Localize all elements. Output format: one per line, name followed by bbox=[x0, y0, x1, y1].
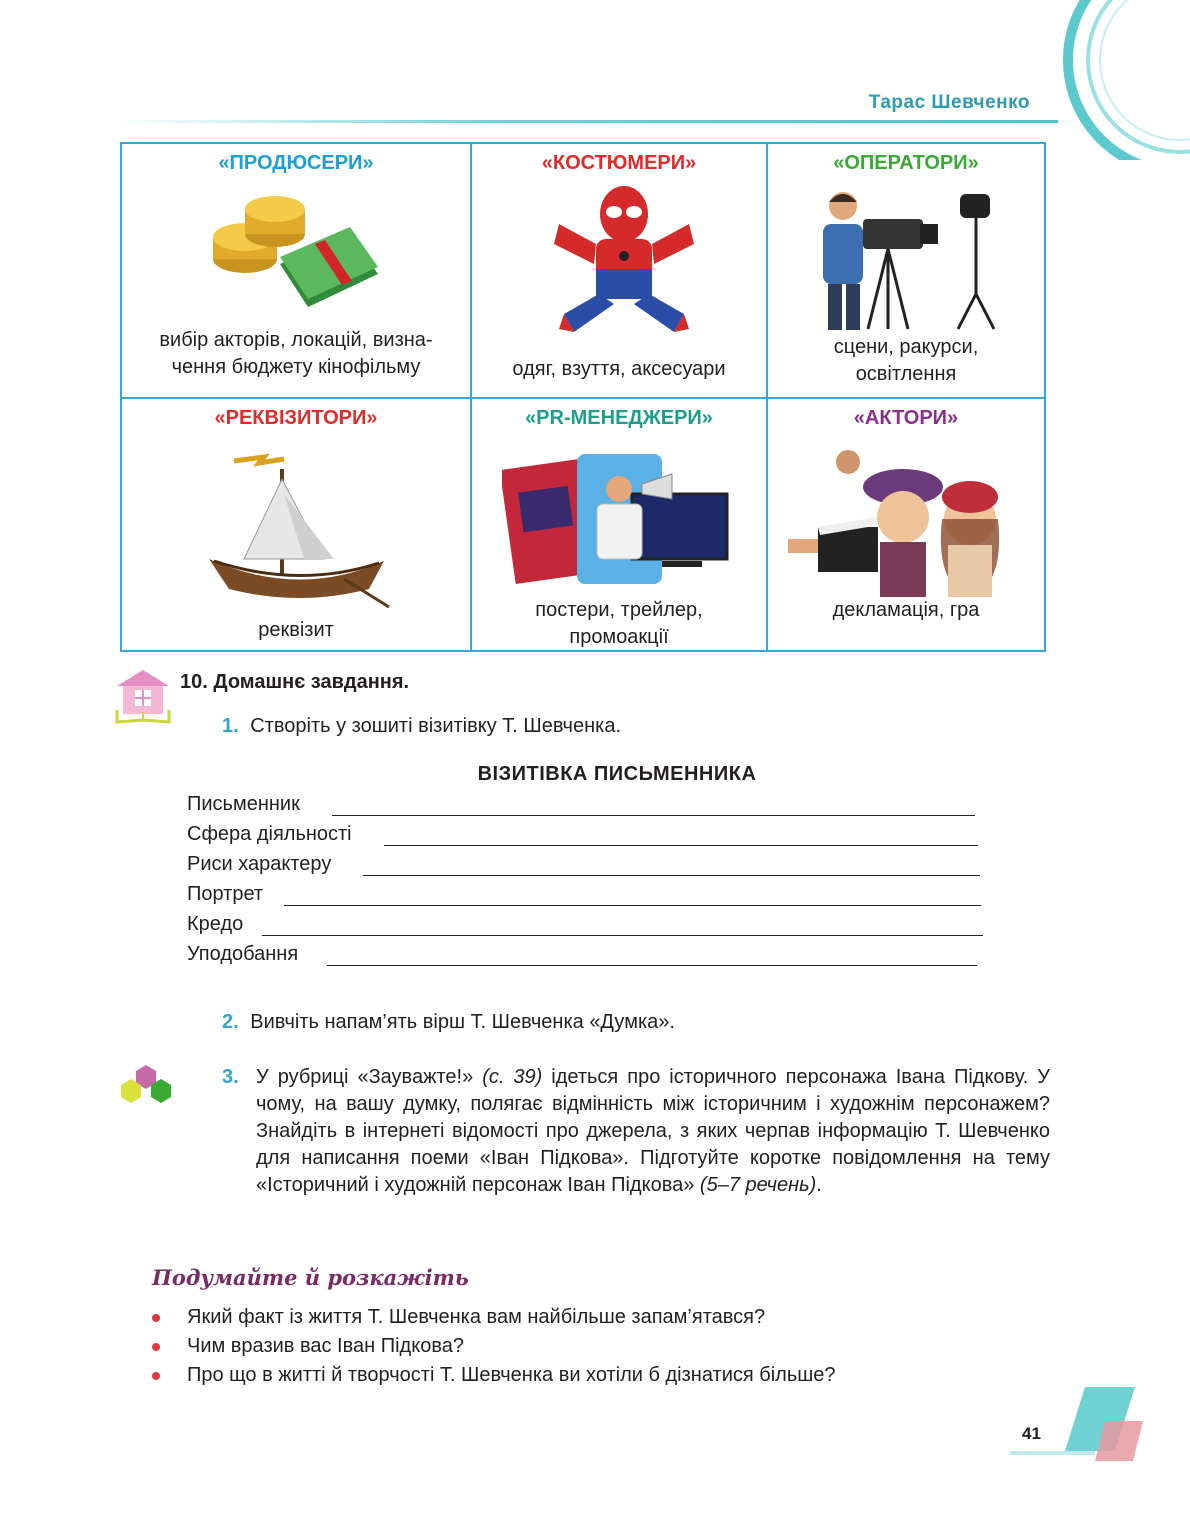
card-field-sphere: Сфера діяльності bbox=[187, 823, 987, 853]
length-note: (5–7 речень) bbox=[699, 1174, 817, 1196]
role-desc-line: декламація, гра bbox=[832, 599, 980, 621]
role-title: «КОСТЮМЕРИ» bbox=[541, 152, 697, 174]
page-reference: (с. 39) bbox=[482, 1066, 543, 1088]
role-desc-line: вибір акторів, локацій, визна- bbox=[159, 329, 433, 351]
card-field-credo: Кредо bbox=[187, 913, 987, 943]
role-cell-operators bbox=[768, 144, 1044, 397]
homework-heading: 10. Домашнє завдання. bbox=[180, 671, 410, 693]
role-cell-producers bbox=[122, 144, 470, 397]
role-desc-line: освітлення bbox=[855, 363, 957, 385]
pr-promotion-icon bbox=[502, 449, 732, 589]
task-2 bbox=[222, 1009, 675, 1035]
card-field-likes: Уподобання bbox=[187, 943, 987, 973]
role-title: «PR-МЕНЕДЖЕРИ» bbox=[525, 407, 713, 429]
role-desc-line: сцени, ракурси, bbox=[833, 336, 979, 358]
role-title: «РЕКВІЗИТОРИ» bbox=[214, 407, 378, 429]
homework-house-icon bbox=[113, 666, 175, 726]
task-3: 3. У рубриці «Зауважте!» (с. 39) ідеться про історичного персонажа Івана Підкову. У чому, на вашу думку, полягає відмінність між історичним і художнім персонажем? Знайдіть в інтернеті відомості про джерела, з яких черпав інформацію Т. Шевченко для написання поеми «Іван Підкова». Підготуйте коротке повідомлення на тему «Історичний і художній персонаж Іван Підкова» (5–7 речень). bbox=[222, 1066, 1050, 1196]
bullet-dot bbox=[152, 1314, 160, 1322]
header-rule bbox=[118, 120, 1058, 123]
task-text: Вивчіть напам’ять вірш Т. Шевченка «Думка». bbox=[250, 1011, 675, 1033]
card-title: ВІЗИТІВКА ПИСЬМЕННИКА bbox=[477, 763, 757, 785]
role-desc-line: постери, трейлер, bbox=[535, 599, 703, 621]
think-heading: Подумайте й розкажіть bbox=[152, 1265, 469, 1290]
camera-operator-icon bbox=[808, 184, 1008, 332]
role-title: «ОПЕРАТОРИ» bbox=[833, 152, 979, 174]
header-ring-decoration bbox=[1030, 0, 1190, 160]
role-cell-props bbox=[122, 399, 470, 650]
card-field-portrait: Портрет bbox=[187, 883, 987, 913]
creative-task-hexagons-icon bbox=[115, 1063, 177, 1107]
task-number: 2. bbox=[222, 1011, 239, 1033]
card-field-traits: Риси характеру bbox=[187, 853, 987, 883]
role-desc-line: реквізит bbox=[258, 619, 334, 641]
role-cell-actors bbox=[768, 399, 1044, 650]
running-header-title: Тарас Шевченко bbox=[868, 92, 1030, 113]
task-text: ідеться про історичного персонажа Івана Підкову. У чому, на вашу думку, полягає відмінність між історичним і художнім персонажем? Знайдіть в інтернеті відомості про джерела, з яких черпав інформацію Т. Шевченко для написання поеми «Іван Підкова». Підготуйте коротке повідомлення на тему «Історичний і художній персонаж Іван Підкова» bbox=[256, 1066, 1050, 1196]
roles-table bbox=[120, 142, 1046, 652]
task-number: 1. bbox=[222, 715, 239, 737]
role-cell-pr-managers bbox=[472, 399, 766, 650]
role-title: «АКТОРИ» bbox=[853, 407, 959, 429]
sailing-ship-icon bbox=[204, 449, 394, 609]
actors-clapperboard-icon bbox=[788, 447, 1028, 597]
role-desc-line: одяг, взуття, аксесуари bbox=[512, 358, 726, 380]
page-number: 41 bbox=[1022, 1424, 1041, 1443]
task-1 bbox=[222, 713, 621, 739]
task-number: 3. bbox=[222, 1066, 239, 1088]
role-desc-line: промоакції bbox=[569, 626, 669, 648]
card-field-writer: Письменник bbox=[187, 793, 987, 823]
role-title: «ПРОДЮСЕРИ» bbox=[218, 152, 374, 174]
task-text: У рубриці «Зауважте!» bbox=[256, 1066, 483, 1088]
bullet-dot bbox=[152, 1372, 160, 1380]
role-desc-line: чення бюджету кінофільму bbox=[171, 356, 421, 378]
bullet-dot bbox=[152, 1343, 160, 1351]
task-text: Створіть у зошиті візитівку Т. Шевченка. bbox=[250, 715, 622, 737]
role-cell-costumers bbox=[472, 144, 766, 397]
money-icon bbox=[210, 189, 380, 309]
spiderman-costume-icon bbox=[554, 184, 694, 334]
